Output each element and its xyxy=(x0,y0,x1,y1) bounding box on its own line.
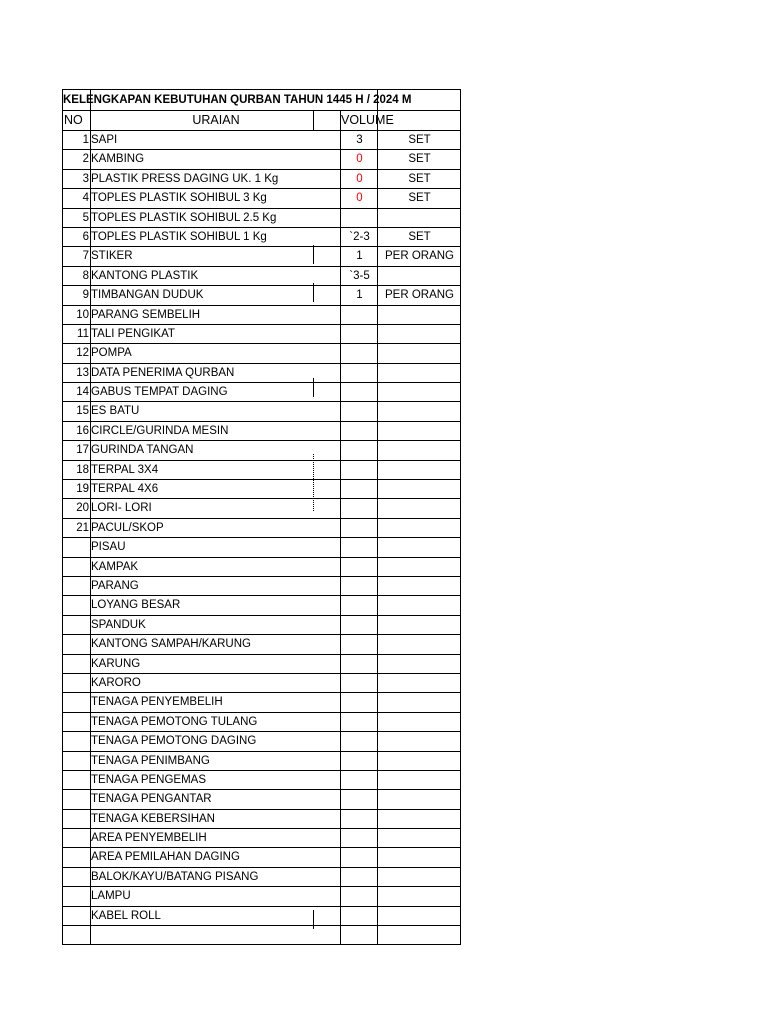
row-uraian[interactable]: KAMBING xyxy=(91,153,145,166)
row-volume[interactable] xyxy=(341,499,378,517)
row-volume[interactable] xyxy=(341,402,378,420)
row-volume[interactable] xyxy=(341,848,378,866)
row-volume[interactable]: 0 xyxy=(356,192,363,205)
row-no[interactable] xyxy=(62,538,90,556)
row-satuan[interactable] xyxy=(378,655,461,673)
table-row xyxy=(62,480,461,499)
row-satuan[interactable] xyxy=(378,848,461,866)
row-volume[interactable] xyxy=(341,771,378,789)
header-volume: VOLUME xyxy=(341,113,394,127)
row-no[interactable] xyxy=(62,752,90,770)
table-row xyxy=(62,829,461,848)
row-volume[interactable]: `2-3 xyxy=(349,230,370,243)
row-no[interactable] xyxy=(62,655,90,673)
row-uraian[interactable] xyxy=(90,926,341,944)
table-row xyxy=(62,499,461,518)
grid-line-inner xyxy=(313,910,314,929)
row-uraian[interactable]: BALOK/KAYU/BATANG PISANG xyxy=(91,870,259,883)
row-no[interactable]: 18 xyxy=(76,463,89,476)
row-no[interactable]: 19 xyxy=(76,483,89,496)
row-satuan[interactable] xyxy=(378,577,461,595)
row-volume[interactable] xyxy=(341,907,378,925)
row-volume[interactable] xyxy=(341,674,378,692)
grid-line-inner-dotted xyxy=(313,454,314,511)
row-satuan[interactable] xyxy=(378,771,461,789)
row-no[interactable]: 5 xyxy=(82,211,89,224)
row-uraian[interactable]: PACUL/SKOP xyxy=(91,521,164,534)
row-no[interactable] xyxy=(62,810,90,828)
table-row xyxy=(62,635,461,654)
table-row xyxy=(62,596,461,615)
row-uraian[interactable]: TENAGA PENGEMAS xyxy=(91,773,207,786)
header-no: NO xyxy=(64,113,83,127)
row-no[interactable]: 20 xyxy=(76,502,89,515)
row-no[interactable]: 3 xyxy=(82,172,89,185)
row-no[interactable]: 7 xyxy=(82,250,89,263)
row-satuan[interactable] xyxy=(378,713,461,731)
row-satuan[interactable] xyxy=(378,868,461,886)
row-uraian[interactable]: TENAGA PEMOTONG DAGING xyxy=(91,735,257,748)
row-satuan[interactable]: SET xyxy=(408,192,431,205)
row-volume[interactable] xyxy=(341,422,378,440)
row-volume[interactable] xyxy=(341,732,378,750)
row-no[interactable]: 17 xyxy=(76,444,89,457)
row-no[interactable] xyxy=(62,713,90,731)
row-satuan[interactable] xyxy=(378,461,461,479)
row-volume[interactable] xyxy=(341,752,378,770)
grid-line-right xyxy=(460,89,461,945)
row-uraian[interactable]: KARUNG xyxy=(91,657,141,670)
table-row xyxy=(62,402,461,421)
row-no[interactable] xyxy=(62,907,90,925)
row-satuan[interactable] xyxy=(378,829,461,847)
row-volume[interactable] xyxy=(341,887,378,905)
table-row xyxy=(62,655,461,674)
row-volume[interactable] xyxy=(341,209,378,227)
grid-line-left xyxy=(62,89,63,945)
row-uraian[interactable]: PLASTIK PRESS DAGING UK. 1 Kg xyxy=(91,172,279,185)
row-satuan[interactable] xyxy=(378,926,461,944)
row-no[interactable] xyxy=(62,848,90,866)
row-uraian[interactable]: TENAGA PENIMBANG xyxy=(91,754,210,767)
row-satuan[interactable] xyxy=(378,267,461,285)
row-uraian[interactable]: AREA PEMILAHAN DAGING xyxy=(91,851,240,864)
row-no[interactable] xyxy=(62,771,90,789)
row-satuan[interactable] xyxy=(378,344,461,362)
row-satuan[interactable]: SET xyxy=(408,153,431,166)
row-no[interactable] xyxy=(62,635,90,653)
row-satuan[interactable] xyxy=(378,674,461,692)
row-volume[interactable] xyxy=(341,790,378,808)
row-uraian[interactable]: TERPAL 3X4 xyxy=(91,463,159,476)
table-row xyxy=(62,907,461,926)
row-satuan[interactable] xyxy=(378,402,461,420)
row-no[interactable]: 2 xyxy=(82,153,89,166)
table-row xyxy=(62,461,461,480)
row-satuan[interactable] xyxy=(378,790,461,808)
row-satuan[interactable] xyxy=(378,306,461,324)
table-row xyxy=(62,887,461,906)
row-satuan[interactable] xyxy=(378,907,461,925)
table-row xyxy=(62,247,461,266)
row-uraian[interactable]: TOPLES PLASTIK SOHIBUL 3 Kg xyxy=(91,192,267,205)
row-no[interactable] xyxy=(62,693,90,711)
grid-line-inner xyxy=(313,111,314,131)
row-satuan[interactable] xyxy=(378,480,461,498)
row-volume[interactable] xyxy=(341,829,378,847)
row-satuan[interactable] xyxy=(378,693,461,711)
table-row xyxy=(62,306,461,325)
row-satuan[interactable]: PER ORANG xyxy=(384,289,454,302)
row-satuan[interactable] xyxy=(378,887,461,905)
row-volume[interactable] xyxy=(341,480,378,498)
row-uraian[interactable]: TIMBANGAN DUDUK xyxy=(91,289,204,302)
row-volume[interactable] xyxy=(341,538,378,556)
row-volume[interactable] xyxy=(341,810,378,828)
row-no[interactable] xyxy=(62,577,90,595)
row-uraian[interactable]: KARORO xyxy=(91,676,141,689)
row-no[interactable]: 15 xyxy=(76,405,89,418)
row-volume[interactable]: 3 xyxy=(356,134,363,146)
table-row xyxy=(62,752,461,771)
row-volume[interactable] xyxy=(341,868,378,886)
table-body xyxy=(62,131,461,945)
table-row xyxy=(62,170,461,189)
table-row xyxy=(62,209,461,228)
table-row xyxy=(62,732,461,751)
row-satuan[interactable] xyxy=(378,538,461,556)
row-satuan[interactable] xyxy=(378,732,461,750)
row-satuan[interactable] xyxy=(378,209,461,227)
table-row xyxy=(62,131,461,150)
table-row xyxy=(62,713,461,732)
table-row xyxy=(62,150,461,169)
table-row xyxy=(62,868,461,887)
row-satuan[interactable]: SET xyxy=(408,230,431,243)
row-uraian[interactable]: DATA PENERIMA QURBAN xyxy=(91,366,235,379)
table-row xyxy=(62,693,461,712)
row-uraian[interactable]: TENAGA PEMOTONG TULANG xyxy=(91,715,258,728)
row-volume[interactable] xyxy=(341,461,378,479)
row-uraian[interactable]: TERPAL 4X6 xyxy=(91,483,159,496)
row-uraian[interactable]: LAMPU xyxy=(91,890,131,903)
row-volume[interactable] xyxy=(341,596,378,614)
row-volume[interactable] xyxy=(341,558,378,576)
row-uraian[interactable]: TOPLES PLASTIK SOHIBUL 1 Kg xyxy=(91,230,267,243)
table-row xyxy=(62,616,461,635)
row-volume[interactable] xyxy=(341,306,378,324)
row-volume[interactable]: 1 xyxy=(356,289,363,302)
row-satuan[interactable] xyxy=(378,616,461,634)
row-no[interactable]: 21 xyxy=(76,521,89,534)
row-uraian[interactable]: TOPLES PLASTIK SOHIBUL 2.5 Kg xyxy=(91,211,277,224)
row-uraian[interactable]: POMPA xyxy=(91,347,132,360)
table-row xyxy=(62,577,461,596)
row-satuan[interactable] xyxy=(378,325,461,343)
row-volume[interactable] xyxy=(341,364,378,382)
row-volume[interactable] xyxy=(341,713,378,731)
row-no[interactable]: 12 xyxy=(76,347,89,360)
table-row xyxy=(62,926,461,945)
row-volume[interactable] xyxy=(341,344,378,362)
row-no[interactable] xyxy=(62,596,90,614)
table-row xyxy=(62,790,461,809)
row-no[interactable]: 13 xyxy=(76,366,89,379)
row-no[interactable]: 1 xyxy=(82,134,89,146)
row-satuan[interactable] xyxy=(378,635,461,653)
row-no[interactable]: 10 xyxy=(76,308,89,321)
row-satuan[interactable] xyxy=(378,383,461,401)
row-volume[interactable] xyxy=(341,926,378,944)
row-no[interactable] xyxy=(62,616,90,634)
row-satuan[interactable]: PER ORANG xyxy=(384,250,454,263)
row-uraian[interactable]: ES BATU xyxy=(91,405,140,418)
row-uraian[interactable]: LORI- LORI xyxy=(91,502,152,515)
title-row xyxy=(62,89,461,111)
table-row xyxy=(62,228,461,247)
row-volume[interactable]: `3-5 xyxy=(349,269,370,282)
row-satuan[interactable] xyxy=(378,499,461,517)
row-uraian[interactable]: KAMPAK xyxy=(91,560,139,573)
row-satuan[interactable] xyxy=(378,810,461,828)
row-no[interactable] xyxy=(62,558,90,576)
row-uraian[interactable]: TENAGA PENGANTAR xyxy=(91,793,212,806)
row-volume[interactable] xyxy=(341,655,378,673)
header-uraian: URAIAN xyxy=(192,113,240,127)
row-uraian[interactable]: KABEL ROLL xyxy=(91,909,161,922)
table-row xyxy=(62,441,461,460)
row-no[interactable] xyxy=(62,829,90,847)
grid-line-volume xyxy=(340,111,341,945)
row-no[interactable]: 9 xyxy=(82,289,89,302)
row-uraian[interactable]: GABUS TEMPAT DAGING xyxy=(91,386,228,399)
row-uraian[interactable]: AREA PENYEMBELIH xyxy=(91,832,207,845)
table-row xyxy=(62,771,461,790)
row-no[interactable] xyxy=(62,674,90,692)
row-satuan[interactable] xyxy=(378,422,461,440)
grid-line-no xyxy=(90,89,91,945)
table-row xyxy=(62,558,461,577)
row-uraian[interactable]: KANTONG SAMPAH/KARUNG xyxy=(91,638,251,651)
row-volume[interactable] xyxy=(341,693,378,711)
row-uraian[interactable]: PARANG xyxy=(91,579,139,592)
spreadsheet-table xyxy=(62,89,461,945)
row-volume[interactable]: 1 xyxy=(356,250,363,263)
table-row xyxy=(62,344,461,363)
row-uraian[interactable]: GURINDA TANGAN xyxy=(91,444,194,457)
grid-line-inner xyxy=(313,245,314,264)
row-volume[interactable]: 0 xyxy=(356,172,363,185)
table-row xyxy=(62,422,461,441)
table-row xyxy=(62,267,461,286)
row-no[interactable] xyxy=(62,868,90,886)
table-row xyxy=(62,286,461,305)
row-no[interactable]: 4 xyxy=(82,192,89,205)
row-uraian[interactable]: PARANG SEMBELIH xyxy=(91,308,201,321)
table-row xyxy=(62,383,461,402)
row-uraian[interactable]: TENAGA PENYEMBELIH xyxy=(91,696,223,709)
table-row xyxy=(62,538,461,557)
row-no[interactable]: 16 xyxy=(76,424,89,437)
row-volume[interactable] xyxy=(341,635,378,653)
table-row xyxy=(62,848,461,867)
row-volume[interactable] xyxy=(341,325,378,343)
table-row xyxy=(62,519,461,538)
row-no[interactable] xyxy=(62,732,90,750)
row-satuan[interactable]: SET xyxy=(408,172,431,185)
row-volume[interactable] xyxy=(341,577,378,595)
grid-line-satuan xyxy=(377,89,378,945)
table-row xyxy=(62,325,461,344)
table-row xyxy=(62,810,461,829)
row-uraian[interactable]: SPANDUK xyxy=(91,618,146,631)
row-uraian[interactable]: STIKER xyxy=(91,250,133,263)
row-volume[interactable]: 0 xyxy=(356,153,363,166)
row-uraian[interactable]: PISAU xyxy=(91,541,126,554)
row-uraian[interactable]: KANTONG PLASTIK xyxy=(91,269,199,282)
row-satuan[interactable] xyxy=(378,364,461,382)
row-uraian[interactable]: CIRCLE/GURINDA MESIN xyxy=(91,424,229,437)
row-uraian[interactable]: TENAGA KEBERSIHAN xyxy=(91,812,215,825)
row-satuan[interactable] xyxy=(378,441,461,459)
row-satuan[interactable] xyxy=(378,519,461,537)
table-row xyxy=(62,189,461,208)
row-no[interactable]: 6 xyxy=(82,230,89,243)
grid-line-inner xyxy=(313,378,314,397)
sheet-title: KELENGKAPAN KEBUTUHAN QURBAN TAHUN 1445 H / 2024 M xyxy=(63,94,412,106)
row-satuan[interactable] xyxy=(378,752,461,770)
row-volume[interactable] xyxy=(341,441,378,459)
header-row xyxy=(62,111,461,131)
row-uraian[interactable]: TALI PENGIKAT xyxy=(91,327,175,340)
row-no[interactable] xyxy=(62,926,90,944)
row-satuan[interactable]: SET xyxy=(408,134,431,146)
row-satuan[interactable] xyxy=(378,596,461,614)
table-row xyxy=(62,674,461,693)
row-satuan[interactable] xyxy=(378,558,461,576)
row-no[interactable] xyxy=(62,790,90,808)
row-no[interactable]: 14 xyxy=(76,386,89,399)
row-no[interactable] xyxy=(62,887,90,905)
table-row xyxy=(62,364,461,383)
row-volume[interactable] xyxy=(341,383,378,401)
row-uraian[interactable]: LOYANG BESAR xyxy=(91,599,181,612)
row-volume[interactable] xyxy=(341,616,378,634)
grid-line-inner xyxy=(313,283,314,302)
row-no[interactable]: 8 xyxy=(82,269,89,282)
row-volume[interactable] xyxy=(341,519,378,537)
row-uraian[interactable]: SAPI xyxy=(91,134,118,146)
row-no[interactable]: 11 xyxy=(77,327,89,340)
